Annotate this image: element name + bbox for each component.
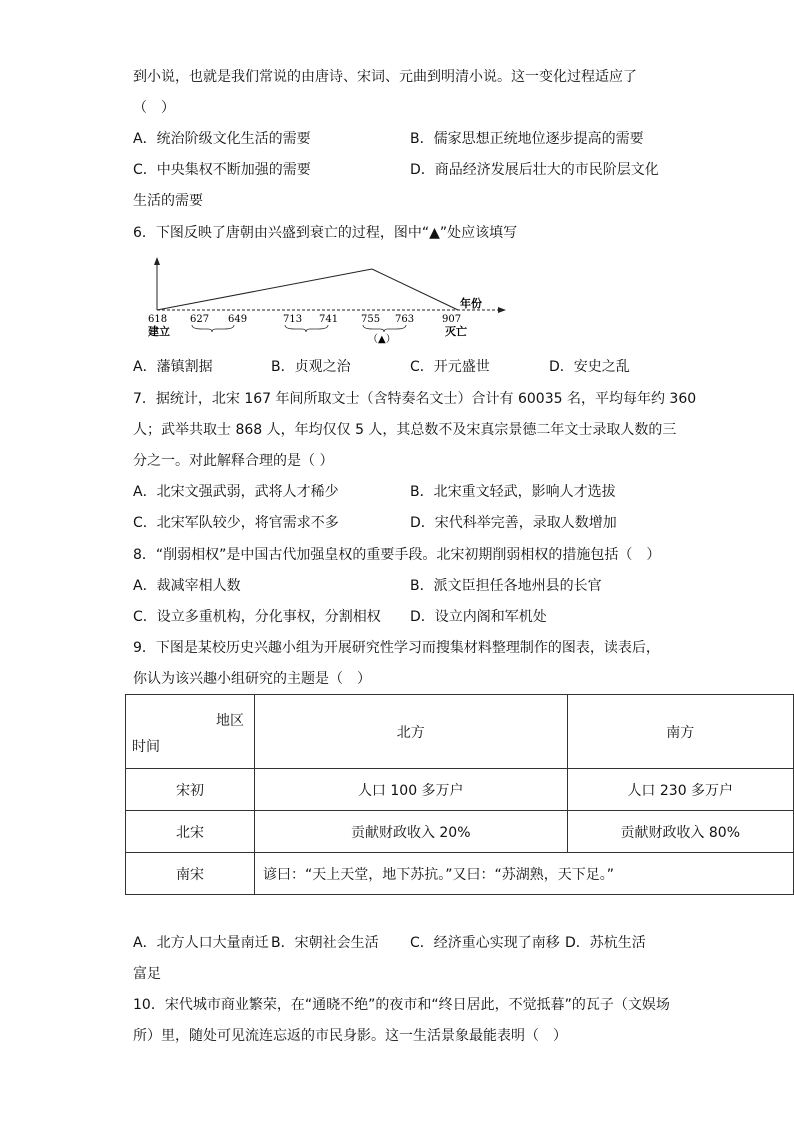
row-south: 贡献财政收入 80% — [567, 811, 794, 853]
year-713: 713 — [283, 314, 303, 325]
q7-option-d[interactable]: D．宋代科举完善，录取人数增加 — [410, 515, 617, 531]
q8-option-c[interactable]: C．设立多重机构，分化事权，分割相权 — [133, 609, 381, 625]
year-741: 741 — [319, 314, 339, 325]
year-end: 907 — [442, 314, 462, 325]
year-start: 618 — [148, 314, 168, 325]
q6-option-d[interactable]: D．安史之乱 — [549, 359, 630, 375]
table-row — [126, 769, 794, 811]
q7-option-c[interactable]: C．北宋军队较少，将官需求不多 — [133, 515, 339, 531]
marker-triangle: （▲） — [368, 334, 396, 344]
x-axis-arrow — [498, 307, 506, 313]
q8-option-a[interactable]: A．裁减宰相人数 — [133, 578, 241, 594]
table-row — [126, 853, 794, 895]
q5-stem-line: 到小说，也就是我们常说的由唐诗、宋词、元曲到明清小说。这一变化过程适应了 — [133, 69, 637, 85]
q6-option-a[interactable]: A．藩镇割据 — [133, 359, 213, 375]
q10-stem-line-1: 10．宋代城市商业繁荣，在“通晓不绝”的夜市和“终日居此，不觉抵暮”的瓦子（文娱场 — [133, 997, 670, 1013]
q8-stem: 8．“削弱相权”是中国古代加强皇权的重要手段。北宋初期削弱相权的措施包括（ ） — [133, 547, 661, 563]
q7-stem-line-2: 人；武举共取士 868 人，年均仅仅 5 人，其总数不及宋真宗景德二年文士录取人数的三 — [133, 422, 677, 438]
q5-option-b[interactable]: B．儒家思想正统地位逐步提高的需要 — [410, 131, 644, 147]
q9-stem-line-2: 你认为该兴趣小组研究的主题是（ ） — [133, 671, 371, 687]
q5-option-a[interactable]: A．统治阶级文化生活的需要 — [133, 131, 311, 147]
q7-option-a[interactable]: A．北宋文强武弱，武将人才稀少 — [133, 484, 339, 500]
north-south-table — [125, 694, 794, 895]
year-627: 627 — [190, 314, 210, 325]
header-north: 北方 — [255, 695, 568, 769]
q5-option-c[interactable]: C．中央集权不断加强的需要 — [133, 162, 311, 178]
header-south: 南方 — [567, 695, 794, 769]
q8-option-b[interactable]: B．派文臣担任各地州县的长官 — [410, 578, 602, 594]
fall-line — [372, 269, 458, 310]
q7-stem-line-3: 分之一。对此解释合理的是（ ） — [133, 453, 334, 469]
brace-755-763 — [363, 325, 406, 332]
q6-stem: 6．下图反映了唐朝由兴盛到衰亡的过程，图中“▲”处应该填写 — [133, 225, 518, 241]
brace-627-649 — [192, 325, 234, 332]
row-proverb: 谚曰：“天上天堂，地下苏抗。”又曰：“苏湖熟，天下足。” — [255, 853, 794, 895]
row-north: 贡献财政收入 20% — [255, 811, 568, 853]
q9-option-b[interactable]: B．宋朝社会生活 — [271, 935, 379, 951]
corner-time-label: 时间 — [132, 738, 160, 755]
q5-option-d-cont: 生活的需要 — [133, 193, 203, 209]
y-axis-arrow — [154, 257, 160, 265]
q5-option-d[interactable]: D．商品经济发展后壮大的市民阶层文化 — [410, 162, 659, 178]
q7-stem-line-1: 7．据统计，北宋 167 年间所取文士（含特奏名文士）合计有 60035 名，平均每年约 360 — [133, 391, 697, 407]
label-start: 建立 — [148, 325, 170, 338]
row-period: 北宋 — [126, 811, 255, 853]
q9-option-c[interactable]: C．经济重心实现了南移 — [410, 935, 560, 951]
year-763: 763 — [395, 314, 415, 325]
q7-option-b[interactable]: B．北宋重文轻武，影响人才选拔 — [410, 484, 616, 500]
rise-line — [157, 269, 372, 310]
q6-option-c[interactable]: C．开元盛世 — [410, 359, 490, 375]
brace-713-741 — [285, 325, 328, 332]
row-period: 南宋 — [126, 853, 255, 895]
q9-option-a[interactable]: A．北方人口大量南迁 — [133, 935, 269, 951]
tang-timeline-diagram — [140, 254, 520, 344]
corner-region-label: 地区 — [216, 712, 244, 729]
year-649: 649 — [228, 314, 248, 325]
row-south: 人口 230 多万户 — [567, 769, 794, 811]
q6-option-b[interactable]: B．贞观之治 — [271, 359, 351, 375]
q9-option-d[interactable]: D．苏杭生活 — [565, 935, 646, 951]
table-row — [126, 811, 794, 853]
year-755: 755 — [361, 314, 381, 325]
q9-option-d-cont: 富足 — [133, 966, 161, 982]
q8-option-d[interactable]: D．设立内阁和军机处 — [410, 609, 547, 625]
q5-blank: （ ） — [133, 100, 175, 116]
axis-label: 年份 — [460, 297, 482, 310]
row-north: 人口 100 多万户 — [255, 769, 568, 811]
table-corner-cell — [126, 695, 255, 769]
q9-stem-line-1: 9．下图是某校历史兴趣小组为开展研究性学习而搜集材料整理制作的图表，读表后， — [133, 640, 660, 656]
label-end: 灭亡 — [445, 325, 467, 338]
q10-stem-line-2: 所）里，随处可见流连忘返的市民身影。这一生活景象最能表明（ ） — [133, 1028, 567, 1044]
row-period: 宋初 — [126, 769, 255, 811]
